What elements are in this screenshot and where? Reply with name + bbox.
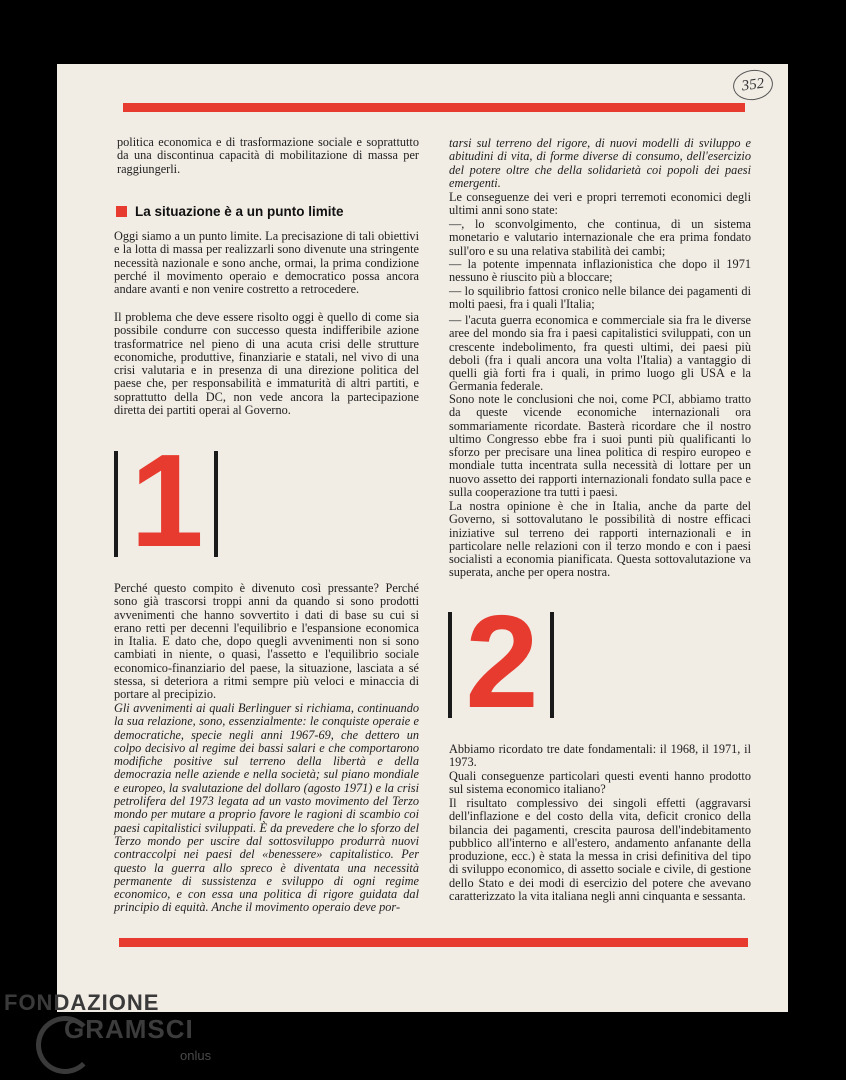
left-top-paragraph: politica economica e di trasformazione sociale e soprattutto da una discontinua capacità di mobilitazione di massa per raggiungerli.	[117, 135, 419, 176]
red-square-bullet	[116, 206, 127, 217]
watermark-main-text: GRAMSCI	[64, 1014, 194, 1044]
right-paragraph-3: La nostra opinione è che in Italia, anche da parte del Governo, si sottovalutano le possibilità di nostre efficaci iniziative sul terreno dei rapporti internazionali e in particolare nelle relazioni con il terzo mondo e con i paesi socialisti a economia pianificata. Questa sottovalutazione va superata, anche per opera nostra.	[449, 499, 751, 580]
right-paragraph-4: Abbiamo ricordato tre date fondamentali: il 1968, il 1971, il 1973.	[449, 742, 751, 770]
watermark-top-text: FONDAZIONE	[4, 990, 160, 1015]
left-bar	[448, 612, 452, 718]
left-bar	[114, 451, 118, 557]
right-paragraph-5: Quali conseguenze particolari questi eventi hanno prodotto sul sistema economico italiano?	[449, 769, 751, 797]
right-italic-paragraph: tarsi sul terreno del rigore, di nuovi modelli di sviluppo e abitudini di vita, di forme diverse di consumo, dell'esercizio del potere oltre che della solidarietà coi popoli dei paesi emergenti.	[449, 136, 751, 190]
right-list-item-4: — l'acuta guerra economica e commerciale sia fra le diverse aree del mondo sia fra i paesi capitalistici sviluppati, con un crescente indebolimento, fra questi ultimi, dei paesi più deboli (fra i quali ancora una volta l'Italia) a vantaggio di quelli già forti fra i quali, in primo luogo gli USA e la Germania federale.	[449, 313, 751, 394]
right-paragraph-1: Le conseguenze dei veri e propri terremoti economici degli ultimi anni sono state:	[449, 190, 751, 218]
section-number-1	[114, 427, 220, 574]
number-one: 1	[130, 427, 204, 574]
section-heading-text: La situazione è a un punto limite	[135, 204, 344, 219]
section-number-2	[448, 588, 556, 735]
number-two: 2	[465, 588, 539, 735]
right-paragraph-2: Sono note le conclusioni che noi, come PCI, abbiamo tratto da queste vicende economiche internazionali ora sommariamente ricordate. Basterà ricordare che il nostro ultimo Congresso ebbe fra i suoi punti più qualificanti lo sforzo per precisare una linea politica di respiro europeo e mondiale tutta incentrata sulla necessità di lottare per un nuovo assetto dei rapporti internazionali fondato sulla pace e sulla cooperazione tra tutti i paesi.	[449, 392, 751, 500]
handwritten-page-number: 352	[731, 67, 775, 102]
right-list-item-1: —, lo sconvolgimento, che continua, di un sistema monetario e valutario internazionale che era prima fondato sull'oro e su una relativa stabilità dei cambi;	[449, 217, 751, 258]
left-paragraph-2: Il problema che deve essere risolto oggi è quello di come sia possibile condurre con successo questa indifferibile azione trasformatrice nel pieno di una acuta crisi delle strutture economiche, produttive, finanziarie e statali, nel vivo di una crisi valutaria e in presenza di una direzione politica del paese che, per responsabilità e immaturità di altri partiti, e soprattutto della DC, non vede ancora la partecipazione diretta dei partiti operai al Governo.	[114, 310, 419, 418]
top-red-rule	[123, 103, 745, 112]
right-list-item-3: — lo squilibrio fattosi cronico nelle bilance dei pagamenti di molti paesi, fra i quali l'Italia;	[449, 284, 751, 312]
section-heading	[116, 204, 416, 222]
watermark-logo	[0, 990, 300, 1080]
bottom-red-rule	[119, 938, 748, 947]
left-paragraph-1: Oggi siamo a un punto limite. La precisazione di tali obiettivi e la lotta di massa per realizzarli sono divenute una stringente necessità nazionale e sono anche, ormai, la prima condizione perché il movimento operaio e democratico possa ancora andare avanti e non venire costretto a retrocedere.	[114, 229, 419, 297]
left-italic-paragraph: Gli avvenimenti ai quali Berlinguer si richiama, continuando la sua relazione, sono, essenzialmente: le conquiste operaie e democratiche, specie negli anni 1967-69, che dettero un colpo decisivo al regime dei bassi salari e che comportarono modifiche positive sul terreno della libertà e della democrazia nelle aziende e nella società; sul piano mondiale e europeo, la svalutazione del dollaro (agosto 1971) e la crisi petrolifera del 1973 legata ad un vasto movimento del Terzo mondo per mutare a proprio favore le ragioni di scambio coi paesi capitalistici sviluppati. È da prevedere che lo sforzo del Terzo mondo per uscire dal sottosviluppo produrrà nuovi contraccolpi nei paesi del «benessere» capitalistico. Per questo la guerra allo spreco è diventata una necessità permanente di sussistenza e sviluppo di ogni regime economico, e con essa una politica di rigore guidata dal principio di equità. Anche il movimento operaio deve por-	[114, 701, 419, 915]
right-bar	[550, 612, 554, 718]
left-paragraph-3: Perché questo compito è divenuto così pressante? Perché sono già trascorsi troppi anni da quando si sono prodotti avvenimenti che hanno sovvertito i dati di base su cui si erano retti per decenni l'equilibrio e l'espansione economica in Italia. E dato che, dopo quegli avvenimenti non si sono cambiati in niente, o quasi, l'assetto e l'equilibrio sociale economico-finanziario del paese, la situazione, lasciata a sé stessa, si deteriora a ritmi sempre più veloci e minaccia di portare al precipizio.	[114, 581, 419, 702]
watermark-sub-text: onlus	[180, 1048, 212, 1063]
right-list-item-2: — la potente impennata inflazionistica che dopo il 1971 nessuno è riuscito più a bloccare;	[449, 257, 751, 285]
right-paragraph-6: Il risultato complessivo dei singoli effetti (aggravarsi dell'inflazione e del costo della vita, deficit cronico della bilancia dei pagamenti, crescita paurosa dell'indebitamento pubblico all'interno e all'estero, andamento anfanante della produzione, ecc.) è stata la messa in crisi definitiva del tipo di sviluppo economico, di assetto sociale e civile, di gestione dello Stato e dei modi di esercizio del potere che avevano caratterizzato la vita italiana negli anni cinquanta e sessanta.	[449, 796, 751, 904]
right-bar	[214, 451, 218, 557]
